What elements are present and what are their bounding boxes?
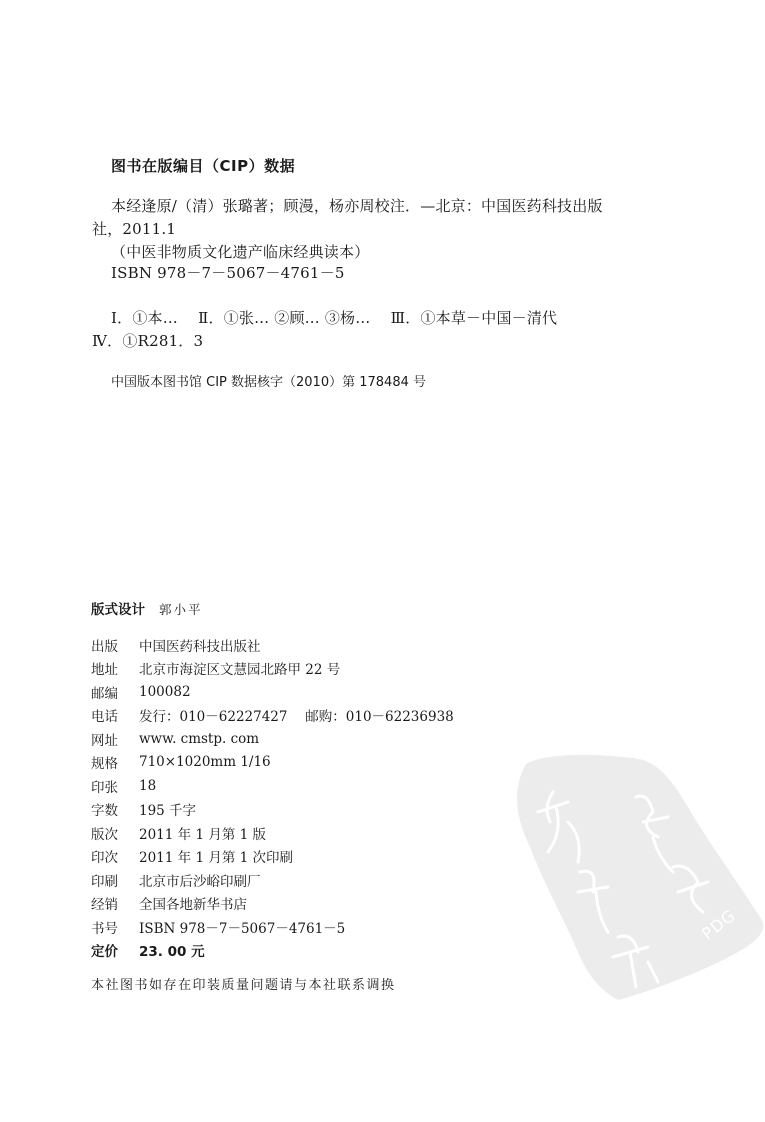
imprint-value: 全国各地新华书店: [139, 897, 247, 914]
imprint-label: 邮编: [91, 685, 118, 702]
imprint-label: 网址: [91, 732, 118, 749]
imprint-row-phone: [91, 704, 454, 728]
designer-name: 郭小平: [159, 602, 203, 617]
imprint-label: 电话: [91, 709, 118, 726]
imprint-value: 23. 00 元: [139, 944, 205, 961]
imprint-label: 书号: [91, 920, 118, 937]
imprint-value: 2011 年 1 月第 1 次印刷: [139, 850, 293, 867]
imprint-value: ISBN 978－7－5067－4761－5: [139, 920, 346, 937]
watermark-label: PDG: [698, 905, 740, 944]
cip-isbn-line: ISBN 978－7－5067－4761－5: [111, 264, 345, 282]
designer-label: 版式设计: [91, 602, 145, 618]
cip-subject-line-2: Ⅳ．①R281．3: [92, 332, 204, 350]
imprint-value: 北京市后沙峪印刷厂: [139, 873, 261, 890]
imprint-value: 710×1020mm 1/16: [139, 754, 271, 771]
seal-watermark-icon: [508, 752, 765, 1002]
imprint-label: 字数: [91, 803, 118, 820]
cip-series-line: （中医非物质文化遗产临床经典读本）: [111, 243, 370, 261]
imprint-value: 北京市海淀区文慧园北路甲 22 号: [139, 662, 341, 679]
imprint-value: 18: [139, 777, 157, 794]
imprint-row-address: [91, 657, 454, 681]
quality-notice: 本社图书如存在印装质量问题请与本社联系调换: [91, 978, 396, 993]
imprint-value: 发行：010－62227427 邮购：010－62236938: [139, 709, 454, 726]
imprint-value: 195 千字: [139, 803, 197, 820]
imprint-row-sheets: [91, 774, 454, 798]
imprint-value: 2011 年 1 月第 1 版: [139, 826, 266, 843]
imprint-label: 版次: [91, 826, 118, 843]
imprint-row-price: [91, 939, 454, 963]
cip-title: 图书在版编目（CIP）数据: [111, 157, 296, 175]
imprint-value: 中国医药科技出版社: [139, 638, 261, 655]
imprint-row-website: [91, 727, 454, 751]
imprint-label: 规格: [91, 756, 118, 773]
imprint-row-isbn: [91, 915, 454, 939]
imprint-label: 定价: [91, 944, 118, 961]
cip-approval-number: 中国版本图书馆 CIP 数据核字（2010）第 178484 号: [111, 375, 426, 390]
cip-entry-line-1: 本经逢原/（清）张璐著；顾漫，杨亦周校注．—北京：中国医药科技出版: [111, 197, 603, 215]
imprint-label: 印张: [91, 779, 118, 796]
imprint-row-word-count: [91, 798, 454, 822]
imprint-label: 地址: [91, 662, 118, 679]
imprint-table: [91, 633, 454, 962]
imprint-row-format: [91, 751, 454, 775]
imprint-row-distributor: [91, 892, 454, 916]
imprint-label: 经销: [91, 897, 118, 914]
imprint-row-printer: [91, 868, 454, 892]
cip-entry-line-2: 社，2011.1: [92, 220, 177, 238]
imprint-row-edition: [91, 821, 454, 845]
imprint-value: www. cmstp. com: [139, 730, 260, 747]
imprint-label: 出版: [91, 638, 118, 655]
imprint-label: 印次: [91, 850, 118, 867]
imprint-row-publisher: [91, 633, 454, 657]
layout-designer-credit: [91, 598, 203, 618]
imprint-row-printing: [91, 845, 454, 869]
imprint-value: 100082: [139, 683, 191, 700]
cip-subject-line-1: Ⅰ．①本… Ⅱ．①张… ②顾… ③杨… Ⅲ．①本草－中国－清代: [111, 309, 558, 327]
imprint-label: 印刷: [91, 873, 118, 890]
imprint-row-postcode: [91, 680, 454, 704]
